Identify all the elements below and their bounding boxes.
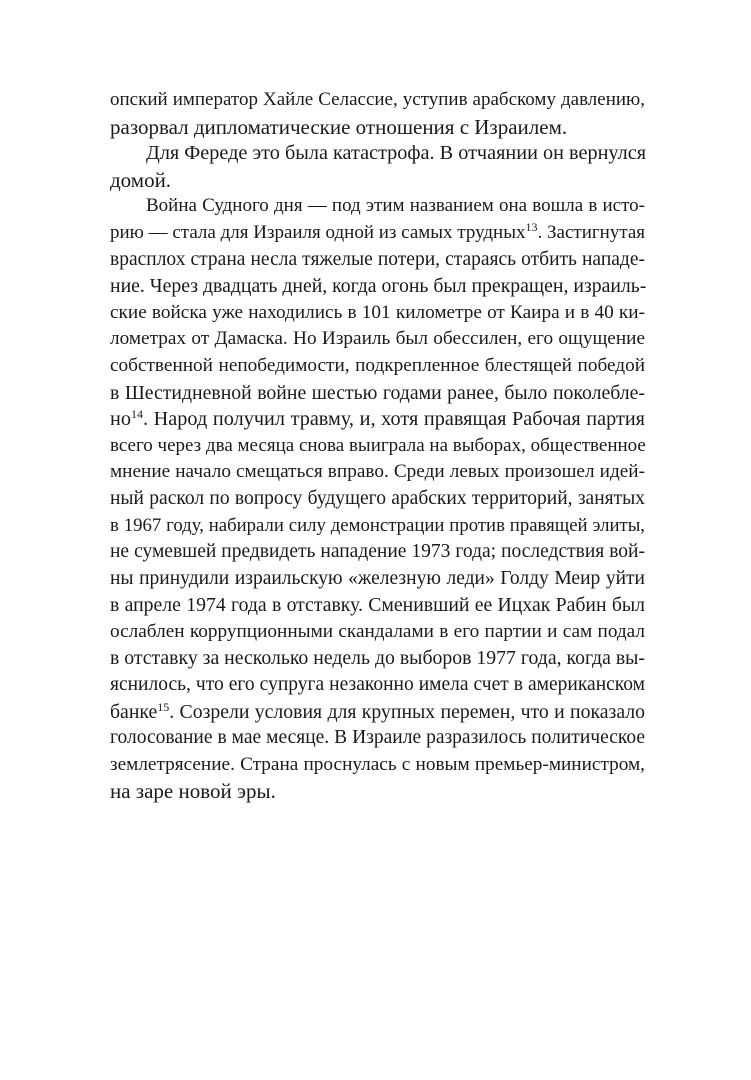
text-fragment: но (110, 408, 131, 431)
text-line: домой. (110, 167, 172, 192)
text-line: голосование в мае месяце. В Израиле разразилось политическое (110, 727, 645, 749)
footnote-ref-14[interactable]: 14 (130, 407, 143, 422)
text-line: в 1967 году, набирали силу демонстрации против правящей элиты, (110, 514, 645, 536)
text-line: опский император Хайле Селассие, уступив арабскому давлению, (110, 89, 645, 110)
text-line: всего через два месяца снова выиграла на выборах, общественное (110, 434, 646, 456)
text-line: яснилось, что его супруга незаконно имела счет в американском (110, 674, 645, 696)
footnote-ref-13[interactable]: 13 (525, 219, 538, 234)
text-line: ослаблен коррупционными скандалами в его партии и сам подал (110, 620, 645, 642)
text-line: ный раскол по вопросу будущего арабских территорий, занятых (110, 487, 645, 509)
paragraph-3 (110, 193, 645, 805)
text-line (110, 699, 645, 726)
text-line: Война Судного дня — под этим названием она вошла в исто- (146, 195, 645, 217)
footnote-ref-15[interactable]: 15 (157, 699, 170, 714)
text-fragment: . Народ получил травму, и, хотя правящая Рабочая партия (142, 408, 645, 431)
text-line (110, 220, 645, 247)
text-line: в апреле 1974 года в отставку. Сменивший ее Ицхак Рабин был (110, 594, 645, 617)
text-line: на заре новой эры. (110, 779, 276, 804)
paragraph-2 (110, 140, 645, 193)
text-line: врасплох страна несла тяжелые потери, стараясь отбить нападе- (110, 248, 645, 270)
text-line: ние. Через двадцать дней, когда огонь был прекращен, израиль- (110, 275, 647, 298)
text-line: Для Фереде это была катастрофа. В отчаянии он вернулся (146, 142, 647, 165)
text-line: в Шестидневной войне шестью годами ранее, было поколебле- (110, 381, 645, 404)
text-line: в отставку за несколько недель до выборов 1977 года, когда вы- (110, 647, 645, 670)
body-text (110, 87, 645, 805)
text-line: ны принудили израильскую «железную леди» Голду Меир уйти (110, 567, 645, 589)
text-line: не сумевшей предвидеть нападение 1973 года; последствия вой- (110, 541, 645, 563)
text-line: разорвал дипломатические отношения с Израилем. (110, 114, 568, 139)
paragraph-1 (110, 87, 645, 140)
text-line: собственной непобедимости, подкрепленное блестящей победой (110, 354, 645, 376)
text-fragment: банке (110, 700, 158, 723)
text-fragment: . Созрели условия для крупных перемен, что и показало (169, 700, 645, 723)
text-fragment: рию — стала для Израиля одной из самых трудных (110, 221, 526, 243)
text-fragment: . Застигнутая (537, 221, 646, 243)
text-line: мнение начало смещаться вправо. Среди левых произошел идей- (110, 461, 645, 483)
text-line: лометрах от Дамаска. Но Израиль был обессилен, его ощущение (110, 328, 645, 350)
text-line: ские войска уже находились в 101 километре от Каира и в 40 ки- (110, 301, 645, 323)
text-line: землетрясение. Страна проснулась с новым премьер-министром, (110, 753, 645, 775)
text-line (110, 406, 645, 433)
